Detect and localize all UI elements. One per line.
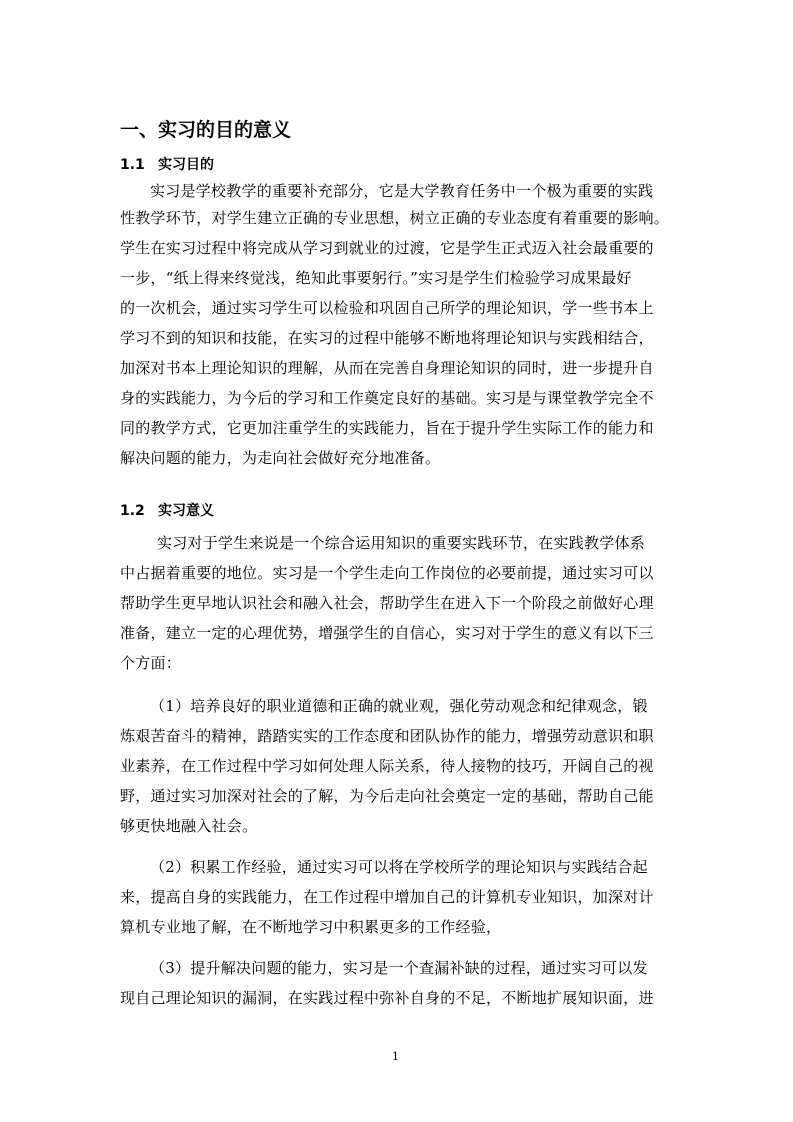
chapter-heading: 一、实习的目的意义 [120, 119, 292, 141]
list-item-line: 算机专业地了解，在不断地学习中积累更多的工作经验， [120, 918, 502, 936]
section-number: 1.1 [120, 157, 145, 173]
paragraph-line: 身的实践能力，为今后的学习和工作奠定良好的基础。实习是与课堂教学完全不 [120, 389, 654, 407]
paragraph-line: 解决问题的能力，为走向社会做好充分地准备。 [120, 449, 441, 467]
paragraph-line: 的一次机会，通过实习学生可以检验和巩固自己所学的理论知识，学一些书本上 [120, 299, 654, 317]
section-title: 实习目的 [158, 157, 214, 173]
paragraph-line: 准备，建立一定的心理优势，增强学生的自信心，实习对于学生的意义有以下三 [120, 624, 654, 642]
list-item-line: 够更快地融入社会。 [120, 817, 258, 835]
list-item-line: （1）培养良好的职业道德和正确的就业观，强化劳动观念和纪律观念，锻 [150, 697, 648, 715]
paragraph-line: 帮助学生更早地认识社会和融入社会，帮助学生在进入下一个阶段之前做好心理 [120, 594, 654, 612]
section-number: 1.2 [120, 503, 145, 519]
section-heading-1-2 [120, 500, 214, 522]
list-item-line: 炼艰苦奋斗的精神，踏踏实实的工作态度和团队协作的能力，增强劳动意识和职 [120, 727, 654, 745]
paragraph-line: 实习对于学生来说是一个综合运用知识的重要实践环节，在实践教学体系 [157, 534, 646, 552]
paragraph-line: 一步，“纸上得来终觉浅，绝知此事要躬行。”实习是学生们检验学习成果最好 [120, 269, 632, 287]
page-number: 1 [392, 1050, 399, 1063]
paragraph-line: 学习不到的知识和技能，在实习的过程中能够不断地将理论知识与实践相结合， [120, 329, 654, 347]
paragraph-line: 加深对书本上理论知识的理解，从而在完善自身理论知识的同时，进一步提升自 [120, 359, 654, 377]
list-item-line: 业素养，在工作过程中学习如何处理人际关系，待人接物的技巧，开阔自己的视 [120, 757, 654, 775]
paragraph-line: 同的教学方式，它更加注重学生的实践能力，旨在于提升学生实际工作的能力和 [120, 419, 654, 437]
section-title: 实习意义 [158, 503, 214, 519]
paragraph-line: 实习是学校教学的重要补充部分，它是大学教育任务中一个极为重要的实践 [150, 182, 654, 200]
list-item-line: 野，通过实习加深对社会的了解，为今后走向社会奠定一定的基础，帮助自己能 [120, 787, 654, 805]
paragraph-line: 学生在实习过程中将完成从学习到就业的过渡，它是学生正式迈入社会最重要的 [120, 239, 654, 257]
section-heading-1-1 [120, 154, 214, 176]
paragraph-line: 性教学环节，对学生建立正确的专业思想，树立正确的专业态度有着重要的影响。 [120, 209, 670, 227]
list-item-line: （2）积累工作经验，通过实习可以将在学校所学的理论知识与实践结合起 [150, 858, 648, 876]
list-item-line: （3）提升解决问题的能力，实习是一个查漏补缺的过程，通过实习可以发 [150, 959, 648, 977]
list-item-line: 现自己理论知识的漏洞，在实践过程中弥补自身的不足，不断地扩展知识面，进 [120, 989, 654, 1007]
list-item-line: 来，提高自身的实践能力，在工作过程中增加自己的计算机专业知识，加深对计 [120, 888, 654, 906]
paragraph-line: 中占据着重要的地位。实习是一个学生走向工作岗位的必要前提，通过实习可以 [120, 564, 654, 582]
paragraph-line: 个方面： [120, 654, 182, 672]
